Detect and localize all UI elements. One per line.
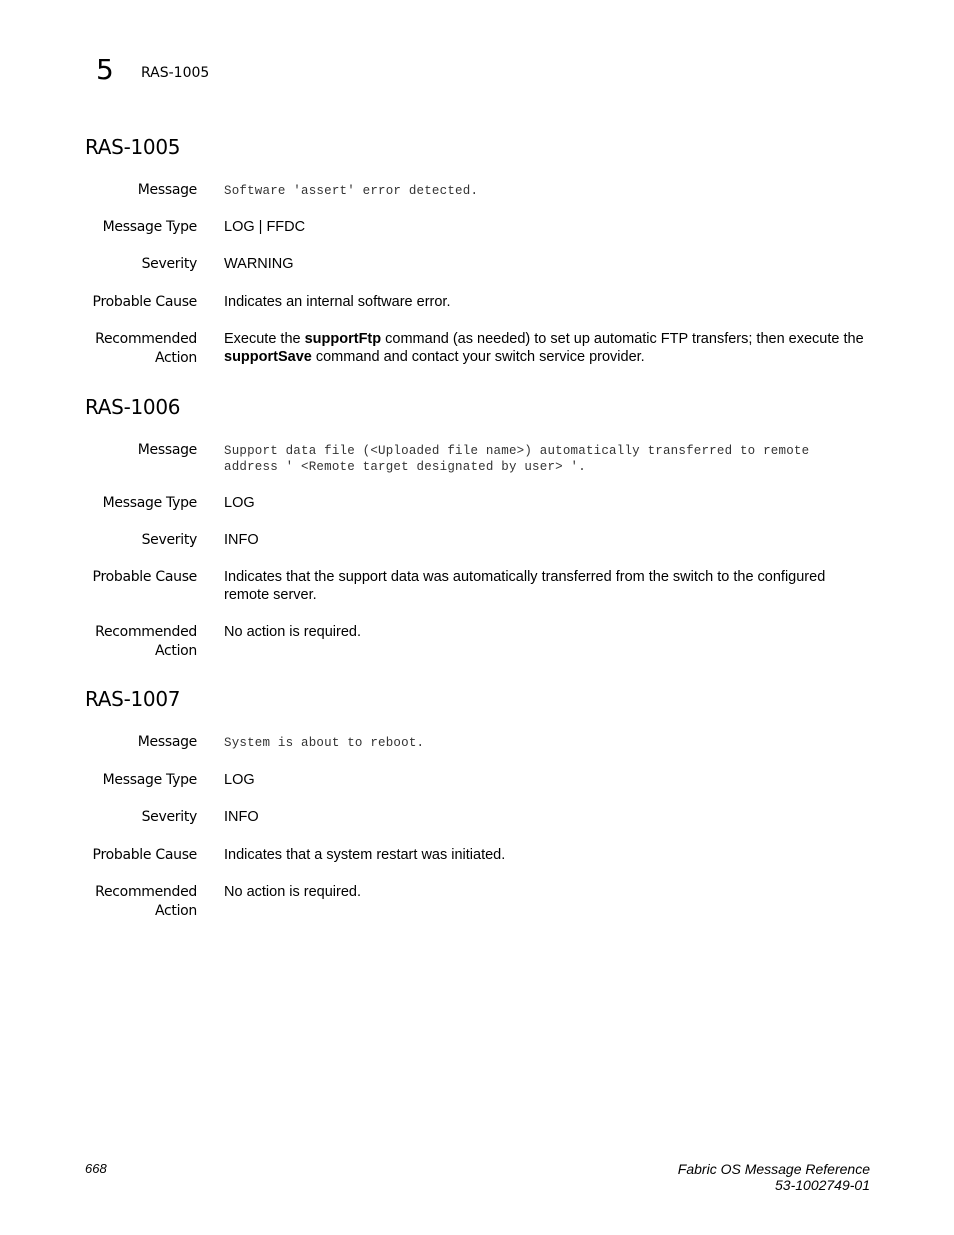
message-text: Support data file (<Uploaded file name>) automatically transferred to remote address ' <Remote target designated by user> '. — [224, 444, 817, 474]
label-recommended: Recommended — [95, 624, 197, 640]
label-message: Message — [137, 734, 197, 750]
section-title: RAS-1005 — [85, 135, 181, 159]
probable-cause-value: Indicates that a system restart was initiated. — [224, 847, 506, 863]
label-recommended: Recommended — [95, 884, 197, 900]
section-title: RAS-1007 — [85, 687, 181, 711]
label-recommended-action — [57, 883, 197, 921]
doc-title: Fabric OS Message Reference — [677, 1161, 870, 1177]
label-severity: Severity — [141, 532, 197, 548]
probable-cause-value: Indicates an internal software error. — [224, 294, 451, 310]
action-text-post: command and contact your switch service provider. — [311, 349, 645, 365]
action-text-mid: command (as needed) to set up automatic FTP transfers; then execute the — [381, 331, 864, 347]
label-recommended-action — [57, 623, 197, 661]
command-supportsave: supportSave — [224, 349, 312, 365]
label-probable-cause: Probable Cause — [92, 569, 197, 585]
recommended-action-value — [224, 330, 864, 366]
message-text: System is about to reboot. — [224, 736, 425, 750]
message-type-value: LOG — [224, 772, 255, 788]
running-head: RAS-1005 — [141, 65, 210, 81]
label-message: Message — [137, 442, 197, 458]
label-severity: Severity — [141, 809, 197, 825]
label-probable-cause: Probable Cause — [92, 294, 197, 310]
label-message-type: Message Type — [102, 219, 197, 235]
footer-doc-info — [678, 1161, 870, 1193]
label-message: Message — [137, 182, 197, 198]
action-text-pre: Execute the — [224, 331, 305, 347]
label-probable-cause: Probable Cause — [92, 847, 197, 863]
section-title: RAS-1006 — [85, 395, 181, 419]
label-recommended-action — [57, 330, 197, 368]
command-supportftp: supportFtp — [304, 331, 382, 347]
label-recommended: Recommended — [95, 331, 197, 347]
label-severity: Severity — [141, 256, 197, 272]
doc-number: 53-1002749-01 — [775, 1177, 870, 1193]
message-type-value: LOG | FFDC — [224, 219, 306, 235]
recommended-action-value: No action is required. — [224, 624, 362, 640]
chapter-number: 5 — [96, 53, 114, 86]
probable-cause-value: Indicates that the support data was automatically transferred from the switch to the configured remote server. — [224, 569, 826, 603]
severity-value: INFO — [224, 532, 259, 548]
severity-value: WARNING — [224, 256, 294, 272]
message-type-value: LOG — [224, 495, 255, 511]
label-message-type: Message Type — [102, 495, 197, 511]
label-action: Action — [154, 643, 197, 659]
recommended-action-value: No action is required. — [224, 884, 362, 900]
label-action: Action — [154, 903, 197, 919]
severity-value: INFO — [224, 809, 259, 825]
label-message-type: Message Type — [102, 772, 197, 788]
label-action: Action — [154, 350, 197, 366]
message-text: Software 'assert' error detected. — [224, 184, 479, 198]
page-number: 668 — [85, 1161, 107, 1176]
